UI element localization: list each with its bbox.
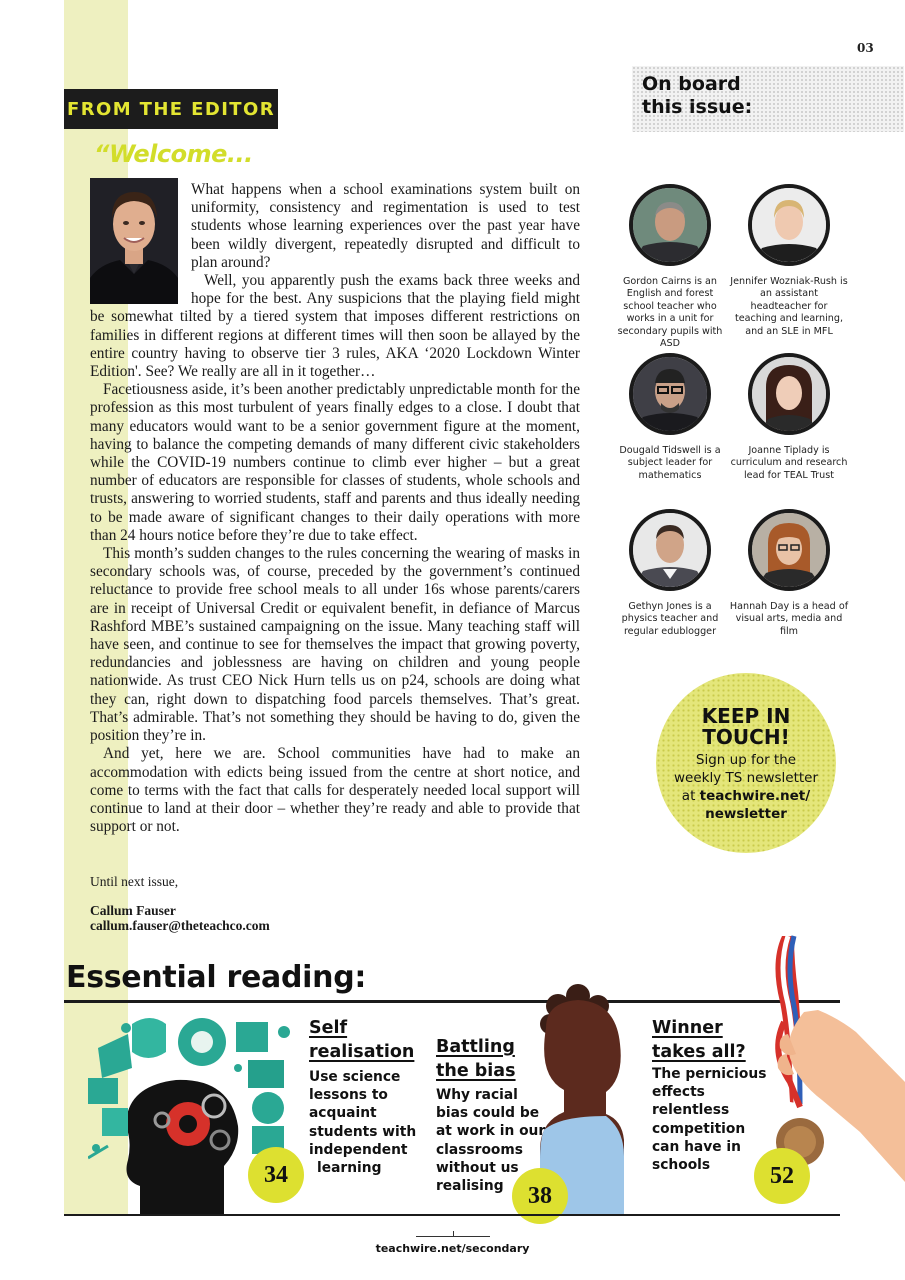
editor-signature xyxy=(90,903,270,933)
contributor-card xyxy=(729,509,849,638)
contributor-card xyxy=(610,509,730,638)
newsletter-link-cont[interactable]: newsletter xyxy=(705,806,787,822)
article-desc: The pernicious effects relentless competition can have in schools xyxy=(652,1066,767,1174)
footer-tick xyxy=(453,1231,454,1237)
page-badge[interactable]: 52 xyxy=(754,1148,810,1204)
editorial-article xyxy=(90,181,580,836)
contributor-portrait xyxy=(629,509,711,591)
divider xyxy=(64,1000,840,1003)
article-desc: Use science lessons to acquaint students with independent learning xyxy=(309,1069,417,1177)
contributor-card xyxy=(729,353,849,482)
article-title-winner-takes-all[interactable]: Winner takes all? xyxy=(652,1018,746,1062)
footer-url[interactable]: teachwire.net/secondary xyxy=(375,1242,530,1255)
essential-reading-heading: Essential reading: xyxy=(66,960,367,995)
paragraph-2: Well, you apparently push the exams back three weeks and hope for the best. Any suspicions that the playing field might be somewhat tilted by a tiered system that imposes different restrictions on families in different regions at different times will then soon be allayed by the entire country having to observe tier 3 rules, AKA ‘2020 Lockdown Winter Edition'. See? We really are all in it together… xyxy=(90,272,580,381)
divider xyxy=(64,1214,840,1216)
promo-body: Sign up for the weekly TS newsletter at teachwire.net/ newsletter xyxy=(673,752,819,822)
contributor-desc: Joanne Tiplady is curriculum and research lead for TEAL Trust xyxy=(730,445,848,481)
paragraph-5: And yet, here we are. School communities have had to make an accommodation with edicts being issued from the centre at short notice, and come to terms with the fact that calls for desperately needed local support will continue to land at their door – whether they’re ready and able to provide that support or not. xyxy=(90,745,580,836)
article-title-battling-the-bias[interactable]: Battling the bias xyxy=(436,1037,516,1081)
editor-email[interactable]: callum.fauser@theteachco.com xyxy=(90,918,270,933)
article-desc: Why racial bias could be at work in our classrooms without us realising xyxy=(436,1087,546,1195)
paragraph-1: What happens when a school examinations system built on uniformity, consistency and regimentation is used to test students whose learning experiences over the past year have been wildly divergent, repeatedly disrupted and difficult to plan around? xyxy=(191,181,580,271)
page-badge[interactable]: 38 xyxy=(512,1168,568,1224)
paragraph-3: Facetiousness aside, it’s been another predictably unpredictable month for the profession as this most turbulent of years finally edges to a close. I doubt that many educators would want to be a senior government figure at the moment, having to balance the competing demands of many different civic stakeholders while the COVID-19 numbers continue to climb ever higher – but a great number of educators are responsible for classes of students, whole schools and trusts, answering to worried students, staff and parents and thus ideally needing to be made aware of significant changes to their daily operations with more than 24 hours notice before they’re due to take effect. xyxy=(90,381,580,544)
contributor-portrait xyxy=(748,184,830,266)
article-title-self-realisation[interactable]: Self realisation xyxy=(309,1018,415,1062)
section-label: FROM THE EDITOR xyxy=(67,98,275,120)
page-badge[interactable]: 34 xyxy=(248,1147,304,1203)
contributor-card xyxy=(729,184,849,338)
paragraph-4: This month’s sudden changes to the rules concerning the wearing of masks in secondary schools was, of course, preceded by the government’s continued reluctance to provide free school meals to all under 16s whose parents/carers are in receipt of Universal Credit or equivalent benefit, in defiance of Marcus Rashford MBE’s sustained campaigning on the issue. Many teaching staff will have seen, and continue to see for themselves the impact that growing poverty, redundancies and joblessness are having on children and young people nationwide. As trust CEO Nick Hurn tells us on p24, schools are doing what they can, right down to dispatching food parcels themselves. That’s great. That’s admirable. That’s not something they should be having to do, given the position they’re in. xyxy=(90,545,580,745)
section-banner xyxy=(64,89,278,129)
photo-space xyxy=(90,181,191,306)
contributor-desc: Jennifer Wozniak-Rush is an assistant headteacher for teaching and learning, and an SLE in MFL xyxy=(730,276,848,337)
contributor-portrait xyxy=(629,184,711,266)
onboard-title: On board this issue: xyxy=(642,73,753,118)
promo-heading: KEEP IN TOUCH! xyxy=(701,704,791,749)
contributor-portrait xyxy=(748,353,830,435)
contributor-desc: Dougald Tidswell is a subject leader for mathematics xyxy=(619,445,721,481)
signoff: Until next issue, xyxy=(90,874,179,889)
contributor-portrait xyxy=(629,353,711,435)
contributor-card xyxy=(610,353,730,482)
contributor-desc: Gethyn Jones is a physics teacher and regular edublogger xyxy=(621,601,719,637)
contributor-desc: Gordon Cairns is an English and forest school teacher who works in a unit for secondary pupils with ASD xyxy=(617,276,723,350)
newsletter-link[interactable]: teachwire.net/ xyxy=(699,788,811,804)
contributor-card xyxy=(610,184,730,350)
welcome-heading: “Welcome... xyxy=(94,140,253,168)
newsletter-promo[interactable] xyxy=(656,673,836,853)
editor-name: Callum Fauser xyxy=(90,903,176,918)
page-number: 03 xyxy=(857,41,874,55)
contributor-desc: Hannah Day is a head of visual arts, media and film xyxy=(729,601,849,637)
contributor-portrait xyxy=(748,509,830,591)
